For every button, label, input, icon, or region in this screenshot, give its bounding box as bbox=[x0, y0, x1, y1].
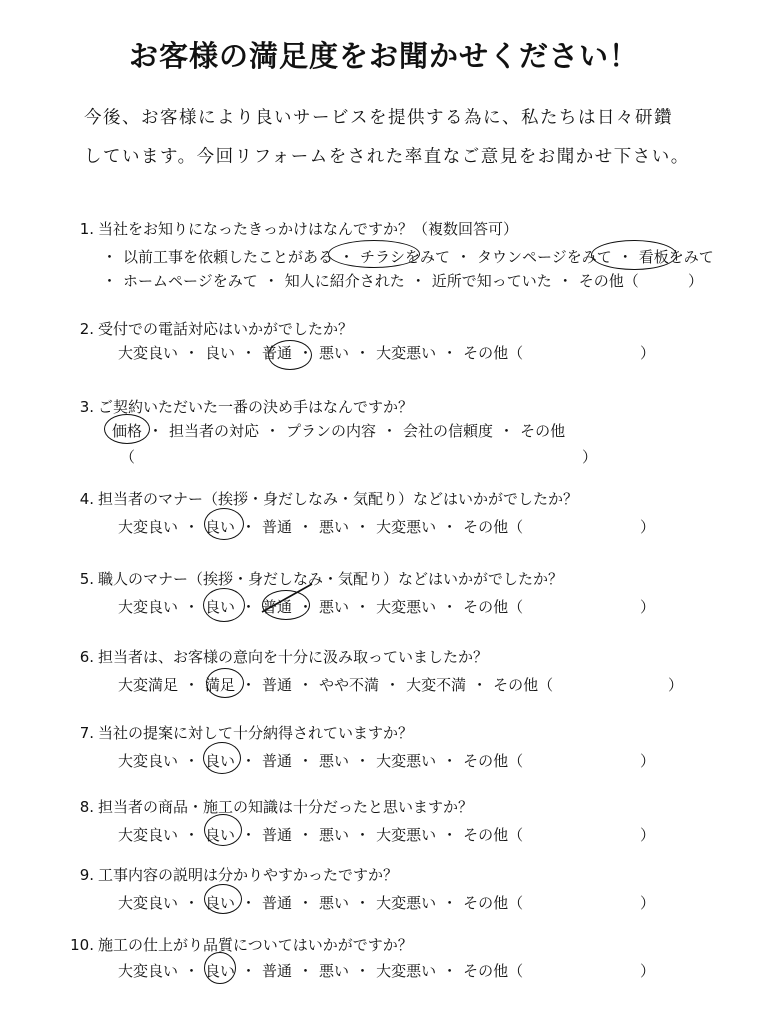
option-row bbox=[118, 824, 523, 845]
separator: ・ bbox=[442, 598, 458, 616]
option-q5-l1-1[interactable]: 大変良い bbox=[118, 598, 179, 616]
option-q6-l1-5[interactable]: 大変不満 bbox=[406, 676, 467, 694]
separator: ・ bbox=[298, 518, 314, 536]
option-q3-l1-4[interactable]: 会社の信頼度 bbox=[403, 422, 494, 440]
separator: ・ bbox=[442, 752, 458, 770]
option-row bbox=[118, 892, 523, 913]
separator: ・ bbox=[355, 344, 371, 362]
separator: ・ bbox=[339, 248, 355, 266]
question-text: 工事内容の説明は分かりやすかったですか？ bbox=[98, 866, 399, 884]
question-text: ご契約いただいた一番の決め手はなんですか？ bbox=[98, 398, 414, 416]
question-9 bbox=[52, 864, 398, 885]
option-q1-l1-2[interactable]: チラシをみて bbox=[360, 248, 451, 266]
close-paren: ） bbox=[640, 598, 656, 616]
separator: ・ bbox=[241, 962, 257, 980]
separator: ・ bbox=[442, 518, 458, 536]
option-q9-l1-5[interactable]: 大変悪い bbox=[376, 894, 437, 912]
option-q8-l1-3[interactable]: 普通 bbox=[262, 826, 293, 844]
separator: ・ bbox=[298, 826, 314, 844]
option-q1-l2-2[interactable]: 知人に紹介された bbox=[284, 272, 405, 290]
separator: ・ bbox=[241, 518, 257, 536]
separator: ・ bbox=[298, 676, 314, 694]
option-q6-l1-2[interactable]: 満足 bbox=[205, 676, 236, 694]
option-q10-l1-3[interactable]: 普通 bbox=[262, 962, 293, 980]
option-q10-l1-6[interactable]: その他（ bbox=[463, 962, 524, 980]
option-q10-l1-5[interactable]: 大変悪い bbox=[376, 962, 437, 980]
separator: ・ bbox=[617, 248, 633, 266]
question-text: 施工の仕上がり品質についてはいかがですか？ bbox=[98, 936, 413, 954]
close-paren: ） bbox=[640, 752, 656, 770]
option-q10-l1-1[interactable]: 大変良い bbox=[118, 962, 179, 980]
option-q8-l1-6[interactable]: その他（ bbox=[463, 826, 524, 844]
separator: ・ bbox=[355, 598, 371, 616]
intro-line-1: 今後、お客様により良いサービスを提供する為に、私たちは日々研鑽 bbox=[84, 108, 673, 128]
separator: ・ bbox=[298, 598, 314, 616]
option-q6-l1-3[interactable]: 普通 bbox=[262, 676, 293, 694]
close-paren: ） bbox=[640, 894, 656, 912]
option-q6-l1-1[interactable]: 大変満足 bbox=[118, 676, 179, 694]
separator: ・ bbox=[355, 962, 371, 980]
separator: ・ bbox=[184, 676, 200, 694]
option-q5-l1-4[interactable]: 悪い bbox=[319, 598, 350, 616]
option-q7-l1-5[interactable]: 大変悪い bbox=[376, 752, 437, 770]
option-q2-l1-5[interactable]: 大変悪い bbox=[376, 344, 437, 362]
option-q3-l1-5[interactable]: その他 bbox=[520, 422, 566, 440]
separator: ・ bbox=[241, 598, 257, 616]
question-1 bbox=[52, 218, 518, 239]
option-q4-l1-6[interactable]: その他（ bbox=[463, 518, 524, 536]
option-q10-l1-4[interactable]: 悪い bbox=[319, 962, 350, 980]
option-q6-l1-6[interactable]: その他（ bbox=[493, 676, 554, 694]
separator: ・ bbox=[355, 894, 371, 912]
question-number: 5. bbox=[79, 570, 94, 588]
close-paren: ） bbox=[640, 518, 656, 536]
separator: ・ bbox=[263, 272, 279, 290]
question-text: 当社の提案に対して十分納得されていますか？ bbox=[98, 724, 414, 742]
option-q2-l1-6[interactable]: その他（ bbox=[463, 344, 524, 362]
separator: ・ bbox=[355, 826, 371, 844]
close-paren: ） bbox=[640, 344, 656, 362]
option-q1-l2-4[interactable]: その他（ bbox=[578, 272, 639, 290]
option-q4-l1-3[interactable]: 普通 bbox=[262, 518, 293, 536]
option-q6-l1-4[interactable]: やや不満 bbox=[319, 676, 380, 694]
option-q3-l1-2[interactable]: 担当者の対応 bbox=[169, 422, 260, 440]
option-row bbox=[112, 420, 565, 441]
option-row bbox=[118, 516, 523, 537]
option-q2-l1-1[interactable]: 大変良い bbox=[118, 344, 179, 362]
question-number: 2. bbox=[79, 320, 94, 338]
question-text: 担当者は、お客様の意向を十分に汲み取っていましたか？ bbox=[98, 648, 489, 666]
option-q5-l1-5[interactable]: 大変悪い bbox=[376, 598, 437, 616]
option-q1-l1-3[interactable]: タウンページをみて bbox=[477, 248, 612, 266]
option-q9-l1-6[interactable]: その他（ bbox=[463, 894, 524, 912]
question-10 bbox=[52, 934, 413, 955]
option-row bbox=[118, 674, 553, 695]
option-q9-l1-2[interactable]: 良い bbox=[205, 894, 236, 912]
close-paren: ） bbox=[668, 676, 684, 694]
option-row bbox=[96, 270, 639, 291]
option-q1-l1-1[interactable]: 以前工事を依頼したことがある bbox=[123, 248, 334, 266]
separator: ・ bbox=[241, 676, 257, 694]
option-q8-l1-1[interactable]: 大変良い bbox=[118, 826, 179, 844]
option-q7-l1-4[interactable]: 悪い bbox=[319, 752, 350, 770]
option-q4-l1-2[interactable]: 良い bbox=[205, 518, 236, 536]
separator: ・ bbox=[184, 752, 200, 770]
option-q9-l1-4[interactable]: 悪い bbox=[319, 894, 350, 912]
option-q8-l1-5[interactable]: 大変悪い bbox=[376, 826, 437, 844]
option-q4-l1-1[interactable]: 大変良い bbox=[118, 518, 179, 536]
question-3 bbox=[52, 396, 413, 417]
option-row bbox=[118, 596, 523, 617]
separator: ・ bbox=[184, 962, 200, 980]
separator: ・ bbox=[184, 826, 200, 844]
question-7 bbox=[52, 722, 413, 743]
question-4 bbox=[52, 488, 578, 509]
separator: ・ bbox=[101, 248, 117, 266]
separator: ・ bbox=[241, 894, 257, 912]
option-q2-l1-4[interactable]: 悪い bbox=[319, 344, 350, 362]
separator: ・ bbox=[472, 676, 488, 694]
separator: ・ bbox=[442, 344, 458, 362]
option-q1-l2-1[interactable]: ホームページをみて bbox=[123, 272, 258, 290]
separator: ・ bbox=[442, 962, 458, 980]
separator: ・ bbox=[148, 422, 164, 440]
option-row bbox=[118, 960, 523, 981]
option-q8-l1-2[interactable]: 良い bbox=[205, 826, 236, 844]
option-q4-l1-4[interactable]: 悪い bbox=[319, 518, 350, 536]
option-row bbox=[118, 750, 523, 771]
open-paren: （ bbox=[120, 448, 136, 466]
separator: ・ bbox=[298, 752, 314, 770]
separator: ・ bbox=[557, 272, 573, 290]
close-paren: ） bbox=[688, 272, 704, 290]
question-text: 受付での電話対応はいかがでしたか？ bbox=[98, 320, 354, 338]
question-number: 6. bbox=[79, 648, 94, 666]
separator: ・ bbox=[456, 248, 472, 266]
question-8 bbox=[52, 796, 473, 817]
question-2 bbox=[52, 318, 353, 339]
option-q4-l1-5[interactable]: 大変悪い bbox=[376, 518, 437, 536]
survey-title: お客様の満足度をお聞かせください！ bbox=[128, 39, 639, 73]
option-q9-l1-3[interactable]: 普通 bbox=[262, 894, 293, 912]
question-6 bbox=[52, 646, 488, 667]
separator: ・ bbox=[442, 826, 458, 844]
option-q5-l1-3[interactable]: 普通 bbox=[262, 598, 293, 616]
option-q2-l1-2[interactable]: 良い bbox=[205, 344, 236, 362]
option-q3-l1-3[interactable]: プランの内容 bbox=[286, 422, 377, 440]
separator: ・ bbox=[442, 894, 458, 912]
question-number: 8. bbox=[79, 798, 94, 816]
separator: ・ bbox=[382, 422, 398, 440]
separator: ・ bbox=[355, 518, 371, 536]
separator: ・ bbox=[499, 422, 515, 440]
option-q7-l1-1[interactable]: 大変良い bbox=[118, 752, 179, 770]
option-q7-l1-3[interactable]: 普通 bbox=[262, 752, 293, 770]
option-q7-l1-6[interactable]: その他（ bbox=[463, 752, 524, 770]
option-q9-l1-1[interactable]: 大変良い bbox=[118, 894, 179, 912]
option-q5-l1-6[interactable]: その他（ bbox=[463, 598, 524, 616]
option-q1-l1-4[interactable]: 看板をみて bbox=[638, 248, 714, 266]
option-q10-l1-2[interactable]: 良い bbox=[205, 962, 236, 980]
separator: ・ bbox=[241, 344, 257, 362]
separator: ・ bbox=[184, 518, 200, 536]
separator: ・ bbox=[410, 272, 426, 290]
separator: ・ bbox=[241, 752, 257, 770]
question-text: 当社をお知りになったきっかけはなんですか？（複数回答可） bbox=[98, 220, 519, 238]
option-q8-l1-4[interactable]: 悪い bbox=[319, 826, 350, 844]
option-q7-l1-2[interactable]: 良い bbox=[205, 752, 236, 770]
separator: ・ bbox=[298, 344, 314, 362]
question-5 bbox=[52, 568, 563, 589]
question-number: 9. bbox=[79, 866, 94, 884]
question-text: 職人のマナー（挨拶・身だしなみ・気配り）などはいかがでしたか？ bbox=[98, 570, 564, 588]
close-paren: ） bbox=[640, 962, 656, 980]
separator: ・ bbox=[298, 962, 314, 980]
option-row bbox=[118, 342, 523, 363]
option-row bbox=[96, 246, 714, 267]
separator: ・ bbox=[265, 422, 281, 440]
separator: ・ bbox=[184, 894, 200, 912]
question-text: 担当者の商品・施工の知識は十分だったと思いますか？ bbox=[98, 798, 474, 816]
option-q5-l1-2[interactable]: 良い bbox=[205, 598, 236, 616]
intro-line-2: しています。今回リフォームをされた率直なご意見をお聞かせ下さい。 bbox=[84, 147, 690, 167]
question-number: 4. bbox=[79, 490, 94, 508]
question-number: 10. bbox=[70, 936, 94, 954]
separator: ・ bbox=[241, 826, 257, 844]
separator: ・ bbox=[385, 676, 401, 694]
separator: ・ bbox=[101, 272, 117, 290]
close-paren: ） bbox=[582, 448, 598, 466]
separator: ・ bbox=[355, 752, 371, 770]
option-q3-l1-1[interactable]: 価格 bbox=[112, 422, 143, 440]
option-q2-l1-3[interactable]: 普通 bbox=[262, 344, 293, 362]
question-number: 1. bbox=[79, 220, 94, 238]
close-paren: ） bbox=[640, 826, 656, 844]
separator: ・ bbox=[184, 344, 200, 362]
separator: ・ bbox=[298, 894, 314, 912]
option-q1-l2-3[interactable]: 近所で知っていた bbox=[431, 272, 552, 290]
question-number: 3. bbox=[79, 398, 94, 416]
question-text: 担当者のマナー（挨拶・身だしなみ・気配り）などはいかがでしたか？ bbox=[98, 490, 579, 508]
separator: ・ bbox=[184, 598, 200, 616]
question-number: 7. bbox=[79, 724, 94, 742]
